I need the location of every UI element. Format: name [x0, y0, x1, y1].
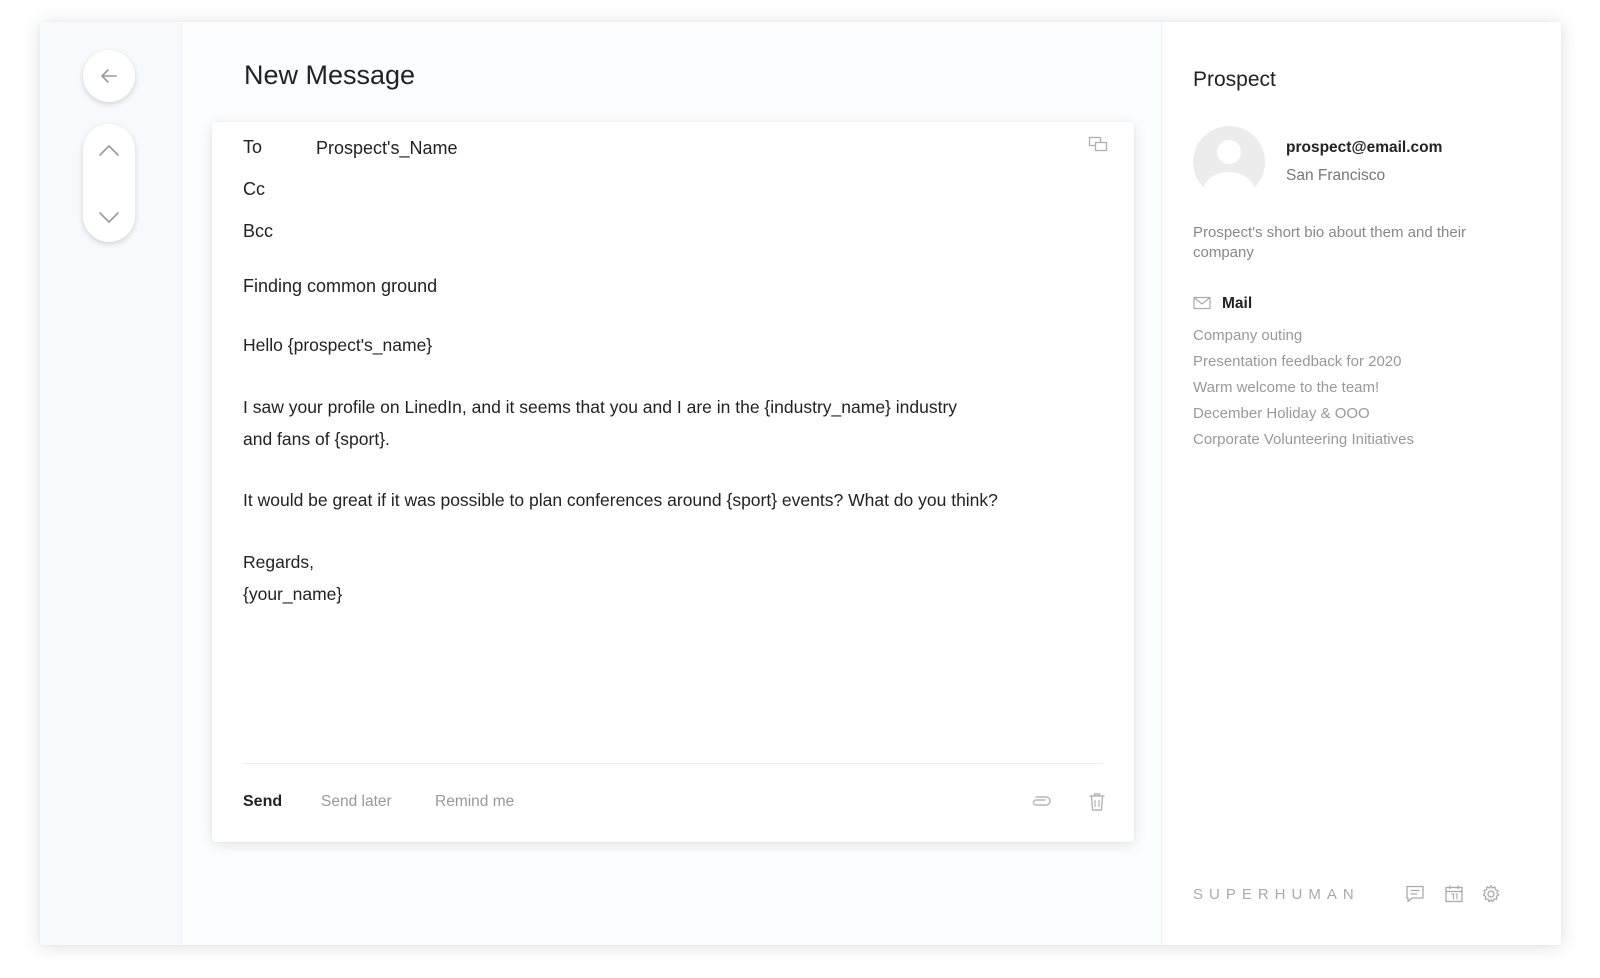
body-line-signature[interactable]: {your_name} — [243, 584, 343, 604]
chevron-down-icon — [97, 205, 121, 229]
body-line-1[interactable]: I saw your profile on LinedIn, and it seems that you and I are in the {industry_name} industry — [243, 397, 958, 417]
chat-button[interactable] — [1405, 884, 1425, 909]
prospect-city: San Francisco — [1286, 167, 1386, 184]
to-field[interactable]: Prospect's_Name — [316, 138, 458, 158]
mail-thread-item[interactable]: Warm welcome to the team! — [1193, 379, 1380, 396]
chevron-up-icon — [97, 139, 121, 163]
compose-card — [212, 122, 1134, 842]
mail-thread-list — [1193, 326, 1414, 456]
body-line-2[interactable]: and fans of {sport}. — [243, 429, 390, 449]
panel-title: Prospect — [1193, 68, 1276, 91]
cc-field[interactable]: Cc — [243, 179, 265, 199]
mail-thread-item[interactable]: December Holiday & OOO — [1193, 405, 1370, 422]
envelope-icon — [1193, 296, 1211, 310]
trash-icon — [1088, 792, 1106, 812]
calendar-icon — [1444, 884, 1464, 904]
chat-icon — [1405, 884, 1425, 904]
left-nav — [40, 22, 182, 945]
person-icon — [1193, 126, 1265, 198]
popout-button[interactable] — [1088, 136, 1108, 159]
avatar — [1193, 126, 1265, 198]
back-button[interactable] — [83, 50, 135, 102]
send-button[interactable]: Send — [243, 793, 283, 810]
calendar-button[interactable] — [1444, 884, 1464, 909]
send-later-button[interactable]: Send later — [321, 793, 392, 810]
mail-section-label: Mail — [1222, 295, 1253, 312]
popout-icon — [1088, 136, 1108, 154]
prospect-email[interactable]: prospect@email.com — [1286, 139, 1443, 156]
body-line-regards[interactable]: Regards, — [243, 552, 315, 572]
mail-thread-item[interactable]: Presentation feedback for 2020 — [1193, 353, 1402, 370]
mail-thread-item[interactable]: Corporate Volunteering Initiatives — [1193, 431, 1414, 448]
body-line-3[interactable]: It would be great if it was possible to plan conferences around {sport} events? What do you think? — [243, 490, 998, 510]
brand-logo: SUPERHUMAN — [1193, 886, 1360, 903]
previous-button[interactable] — [96, 138, 122, 164]
prev-next-control — [83, 124, 135, 242]
remind-me-button[interactable]: Remind me — [435, 793, 515, 810]
gear-icon — [1481, 884, 1501, 904]
to-label: To — [243, 137, 263, 157]
next-button[interactable] — [96, 204, 122, 230]
compose-area — [182, 22, 1224, 945]
arrow-left-icon — [98, 65, 120, 87]
attach-button[interactable] — [1030, 794, 1052, 813]
discard-button[interactable] — [1088, 792, 1106, 817]
bcc-field[interactable]: Bcc — [243, 221, 274, 241]
mail-thread-item[interactable]: Company outing — [1193, 327, 1303, 344]
compose-divider — [243, 763, 1103, 764]
prospect-bio: Prospect's short bio about them and their company — [1193, 224, 1467, 261]
settings-button[interactable] — [1481, 884, 1501, 909]
app-window — [40, 22, 1561, 945]
paperclip-icon — [1030, 794, 1052, 808]
page-title: New Message — [244, 60, 416, 90]
subject-field[interactable]: Finding common ground — [243, 276, 438, 296]
prospect-panel — [1161, 22, 1561, 945]
body-line-greeting[interactable]: Hello {prospect's_name} — [243, 335, 433, 355]
